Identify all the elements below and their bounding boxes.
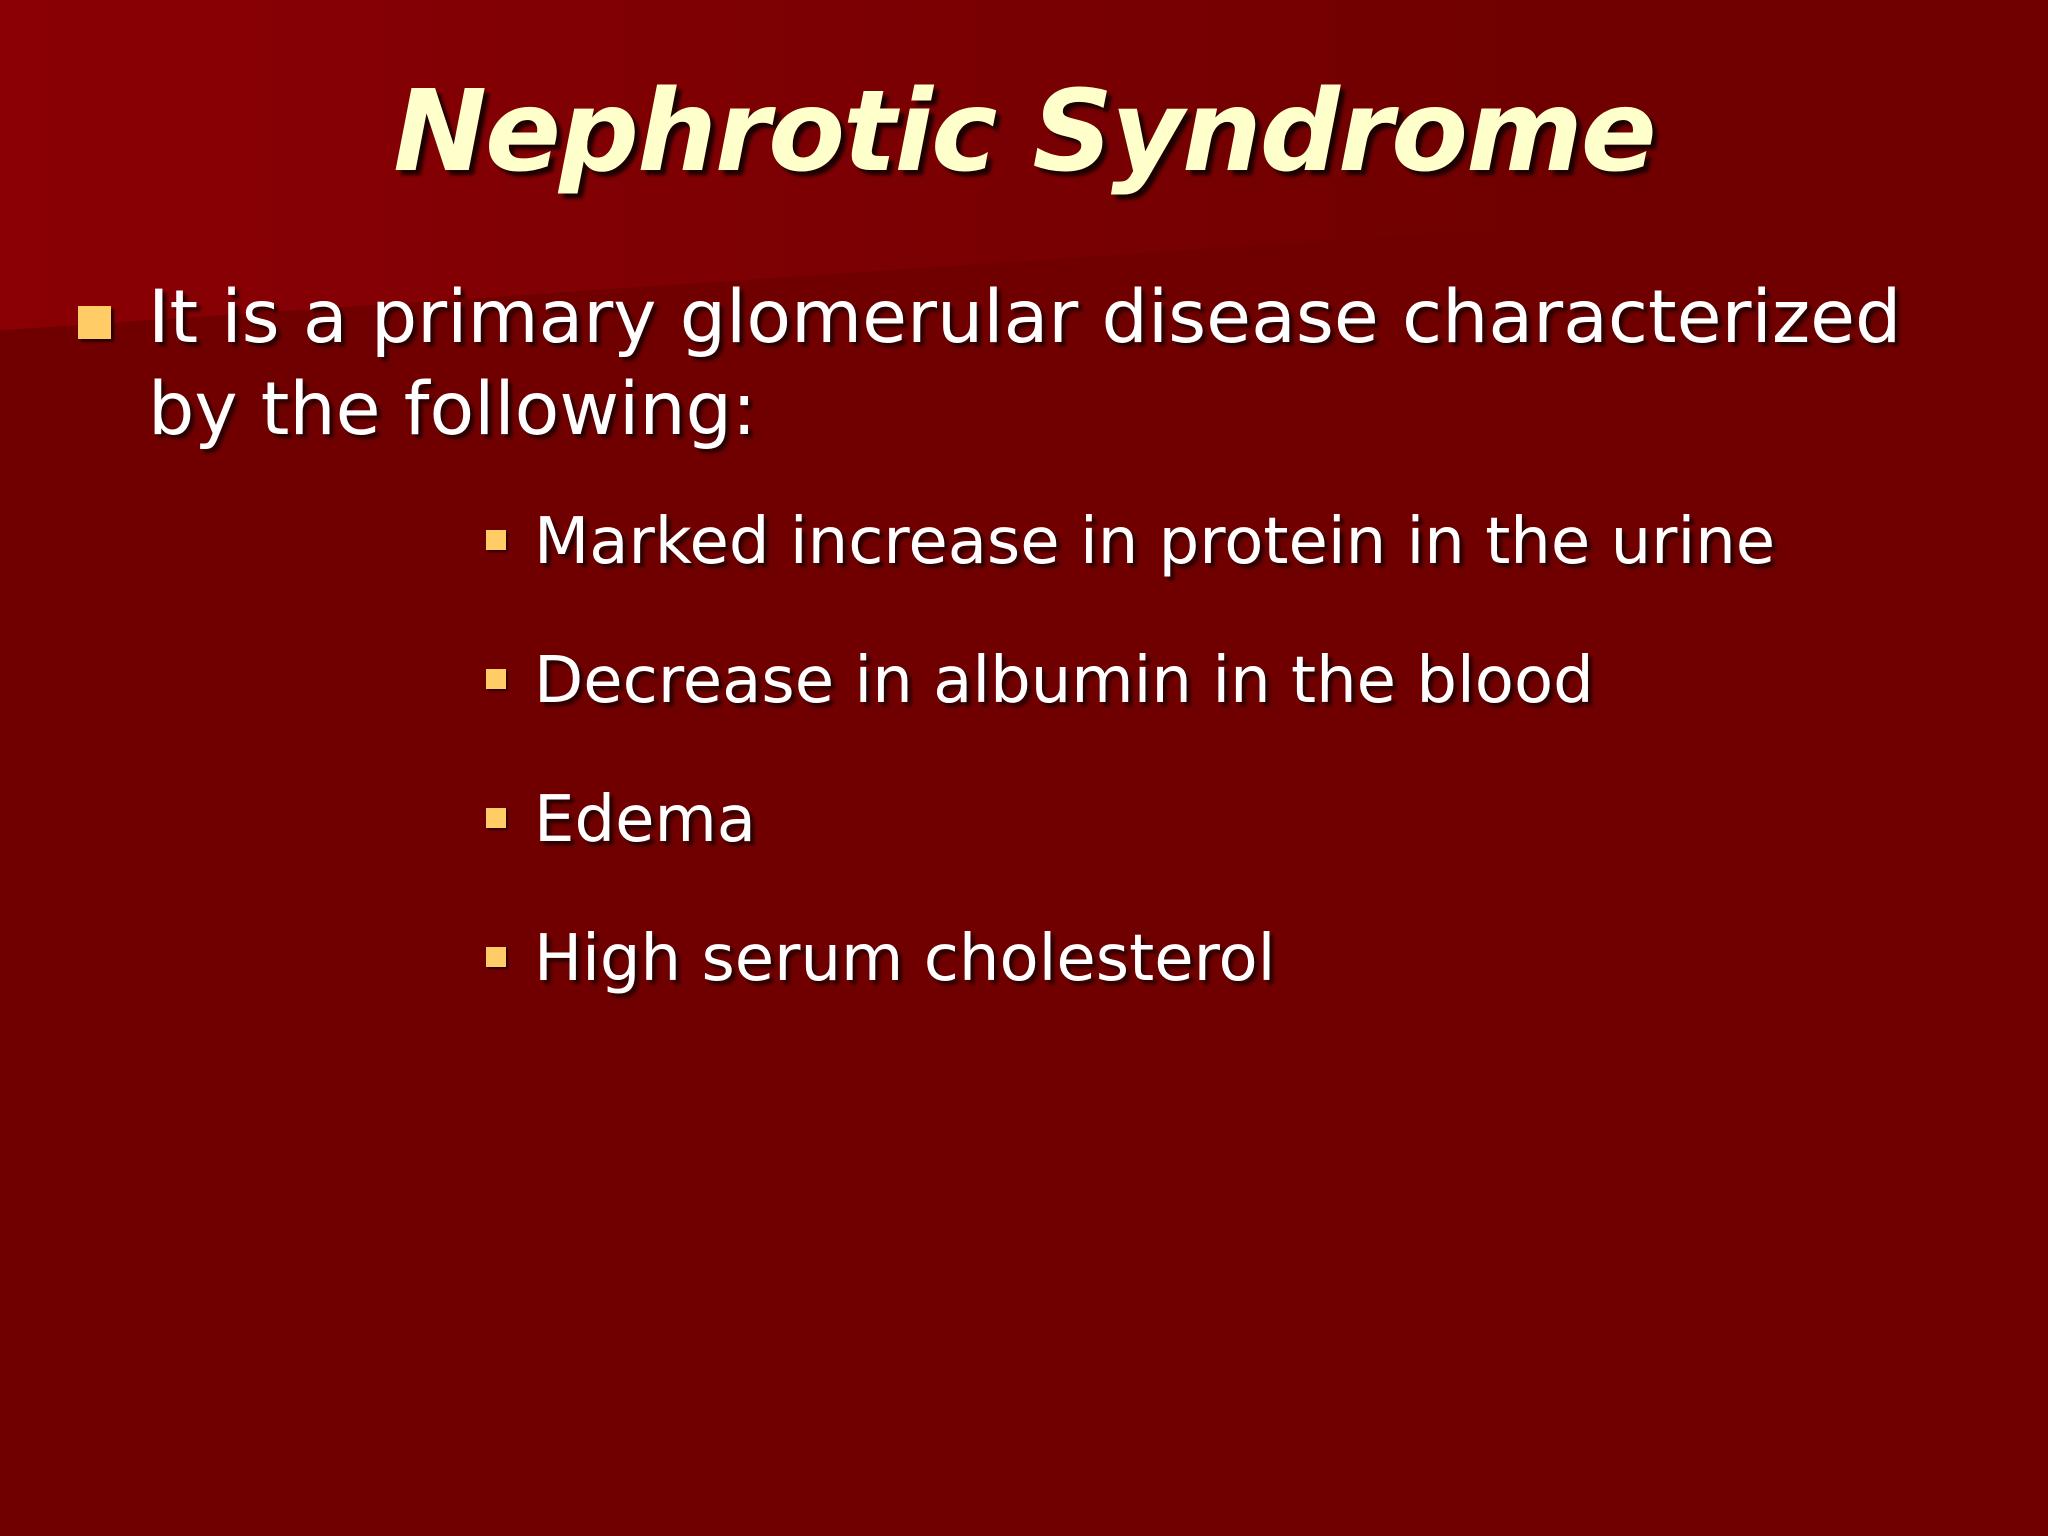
sub-bullet-text: Decrease in albumin in the blood (534, 644, 1594, 718)
sub-bullet-text: Edema (534, 783, 756, 857)
sub-bullet-text: Marked increase in protein in the urine (534, 505, 1776, 579)
sub-bullet-item (486, 917, 1986, 1056)
sub-bullet-list (486, 500, 1986, 1056)
main-bullet-text: It is a primary glomerular disease characterized by the following: (148, 275, 1902, 452)
sub-bullet-item (486, 639, 1986, 778)
sub-bullet-item (486, 500, 1986, 639)
square-bullet-icon (486, 947, 506, 967)
square-bullet-icon (486, 530, 506, 550)
slide-title: Nephrotic Syndrome (393, 67, 1655, 197)
sub-bullet-item (486, 778, 1986, 917)
square-bullet-icon (486, 808, 506, 828)
square-bullet-icon (78, 306, 111, 339)
sub-bullet-text: High serum cholesterol (534, 922, 1276, 996)
square-bullet-icon (486, 669, 506, 689)
